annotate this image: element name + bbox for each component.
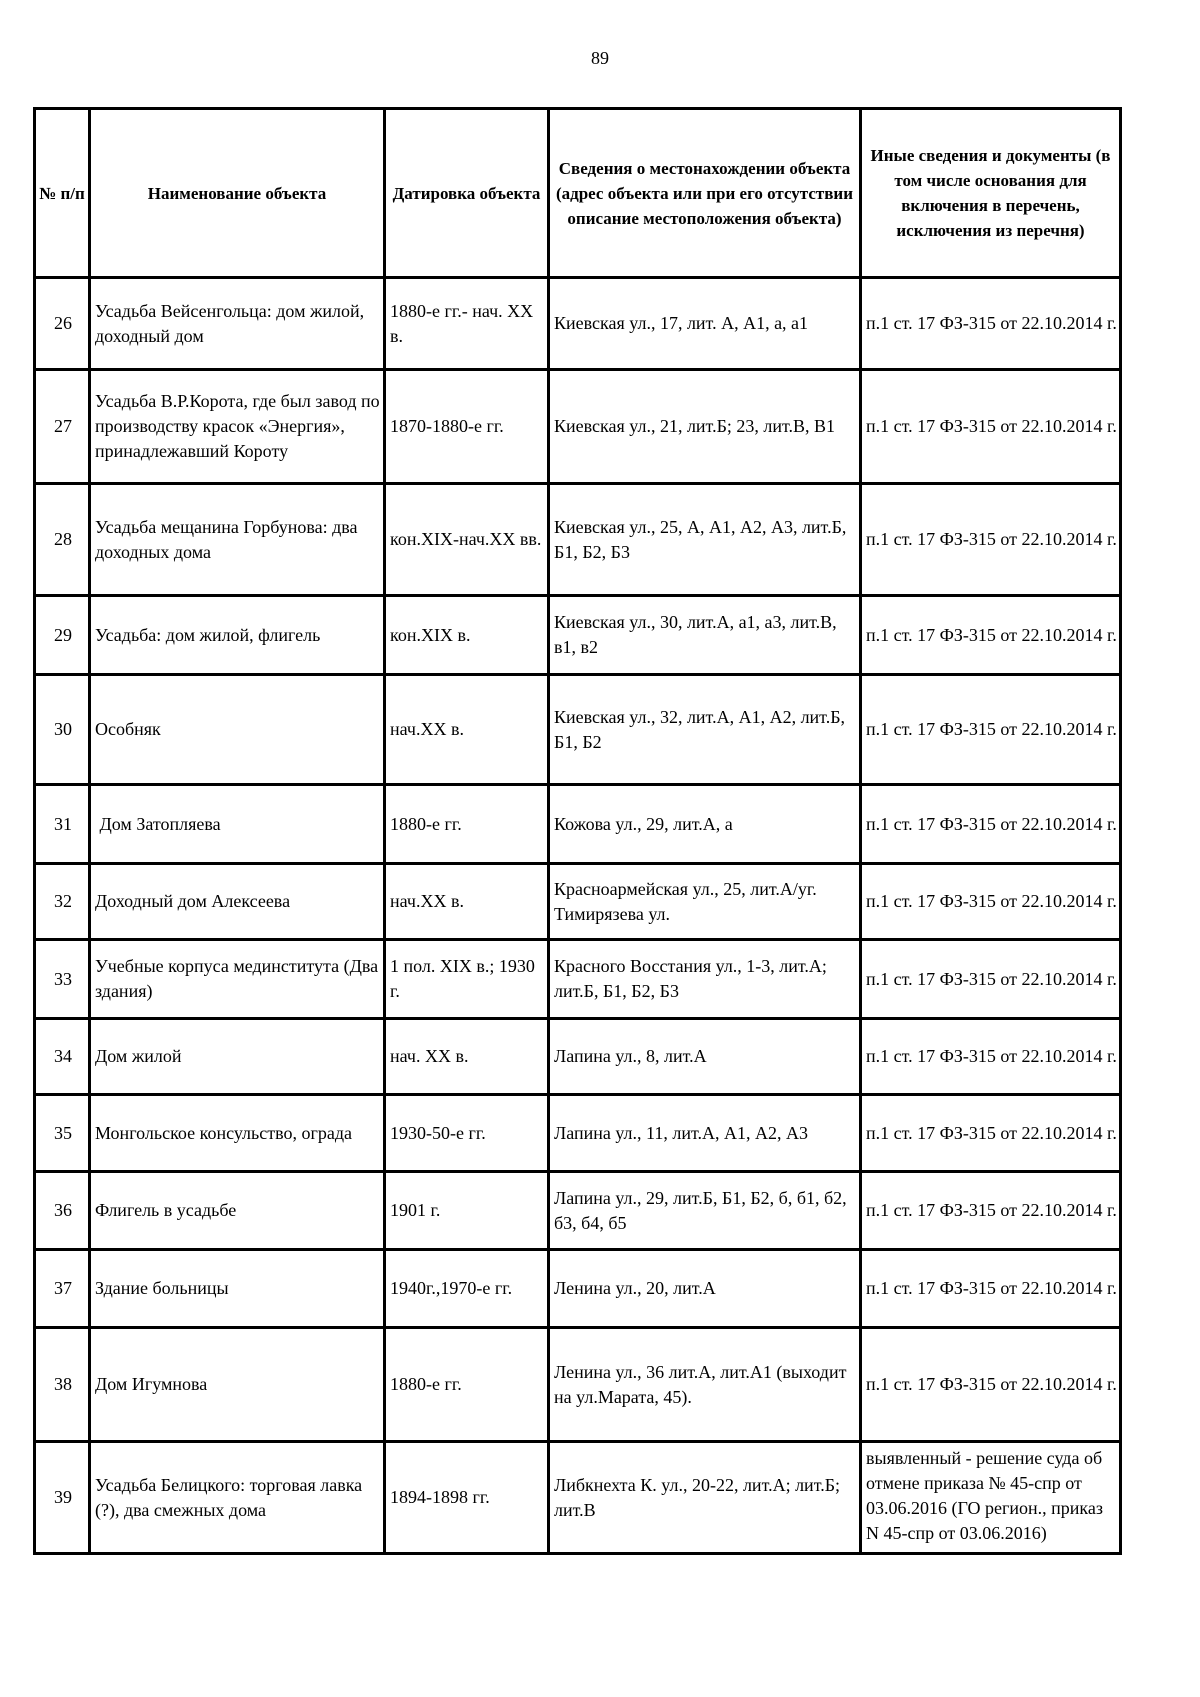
row-location: Киевская ул., 25, А, А1, А2, А3, лит.Б, Б1, Б2, Б3 — [549, 484, 861, 596]
table-row — [35, 864, 1121, 940]
row-date: кон.XIX-нач.XX вв. — [385, 484, 549, 596]
row-num: 39 — [35, 1442, 90, 1554]
row-location: Ленина ул., 20, лит.А — [549, 1250, 861, 1328]
header-num: № п/п — [35, 109, 90, 278]
row-date: 1930-50-е гг. — [385, 1095, 549, 1172]
row-num: 30 — [35, 675, 90, 785]
row-location: Красноармейская ул., 25, лит.А/уг. Тимирязева ул. — [549, 864, 861, 940]
row-name: Учебные корпуса мединститута (Два здания) — [90, 940, 385, 1019]
row-name: Доходный дом Алексеева — [90, 864, 385, 940]
row-num: 38 — [35, 1328, 90, 1442]
row-name: Флигель в усадьбе — [90, 1172, 385, 1250]
row-location: Красного Восстания ул., 1-3, лит.А; лит.Б, Б1, Б2, Б3 — [549, 940, 861, 1019]
table-row — [35, 785, 1121, 864]
row-date: 1880-е гг.- нач. XX в. — [385, 278, 549, 370]
row-name: Усадьба Вейсенгольца: дом жилой, доходный дом — [90, 278, 385, 370]
row-num: 35 — [35, 1095, 90, 1172]
row-docs: п.1 ст. 17 ФЗ-315 от 22.10.2014 г. — [861, 940, 1121, 1019]
header-docs: Иные сведения и документы (в том числе основания для включения в перечень, исключения из перечня) — [861, 109, 1121, 278]
row-date: 1940г.,1970-е гг. — [385, 1250, 549, 1328]
table-header-row — [35, 109, 1121, 278]
row-date: 1894-1898 гг. — [385, 1442, 549, 1554]
row-name: Дом Игумнова — [90, 1328, 385, 1442]
row-location: Киевская ул., 30, лит.А, а1, а3, лит.В, в1, в2 — [549, 596, 861, 675]
row-docs: п.1 ст. 17 ФЗ-315 от 22.10.2014 г. — [861, 785, 1121, 864]
heritage-objects-table — [33, 107, 1122, 1555]
row-docs: п.1 ст. 17 ФЗ-315 от 22.10.2014 г. — [861, 596, 1121, 675]
row-location: Кожова ул., 29, лит.А, а — [549, 785, 861, 864]
row-location: Лапина ул., 11, лит.А, А1, А2, А3 — [549, 1095, 861, 1172]
row-name: Усадьба мещанина Горбунова: два доходных дома — [90, 484, 385, 596]
table-row — [35, 278, 1121, 370]
row-location: Лапина ул., 29, лит.Б, Б1, Б2, б, б1, б2, б3, б4, б5 — [549, 1172, 861, 1250]
row-location: Либкнехта К. ул., 20-22, лит.А; лит.Б; лит.В — [549, 1442, 861, 1554]
row-name: Здание больницы — [90, 1250, 385, 1328]
row-name: Усадьба Белицкого: торговая лавка (?), два смежных дома — [90, 1442, 385, 1554]
row-docs: выявленный - решение суда об отмене приказа № 45-спр от 03.06.2016 (ГО регион., приказ N 45-спр от 03.06.2016) — [866, 1447, 1103, 1543]
row-num: 27 — [35, 370, 90, 484]
table-row — [35, 1250, 1121, 1328]
row-num: 34 — [35, 1019, 90, 1095]
row-name: Особняк — [90, 675, 385, 785]
row-num: 33 — [35, 940, 90, 1019]
row-num: 29 — [35, 596, 90, 675]
table-row — [35, 1172, 1121, 1250]
row-docs: п.1 ст. 17 ФЗ-315 от 22.10.2014 г. — [861, 1172, 1121, 1250]
row-docs: п.1 ст. 17 ФЗ-315 от 22.10.2014 г. — [861, 1250, 1121, 1328]
row-name: Монгольское консульство, ограда — [90, 1095, 385, 1172]
table-row — [35, 1095, 1121, 1172]
table-row — [35, 940, 1121, 1019]
row-date: 1901 г. — [385, 1172, 549, 1250]
row-date: 1880-е гг. — [385, 785, 549, 864]
row-date: нач. XX в. — [385, 1019, 549, 1095]
row-docs: п.1 ст. 17 ФЗ-315 от 22.10.2014 г. — [861, 675, 1121, 785]
row-location: Киевская ул., 21, лит.Б; 23, лит.В, В1 — [549, 370, 861, 484]
table-row — [35, 596, 1121, 675]
row-docs: п.1 ст. 17 ФЗ-315 от 22.10.2014 г. — [861, 370, 1121, 484]
row-docs: п.1 ст. 17 ФЗ-315 от 22.10.2014 г. — [861, 1019, 1121, 1095]
table-row — [35, 1442, 1121, 1554]
row-date: нач.XX в. — [385, 864, 549, 940]
header-date: Датировка объекта — [385, 109, 549, 278]
row-date: кон.XIX в. — [385, 596, 549, 675]
row-location: Киевская ул., 32, лит.А, А1, А2, лит.Б, Б1, Б2 — [549, 675, 861, 785]
row-docs: п.1 ст. 17 ФЗ-315 от 22.10.2014 г. — [861, 1328, 1121, 1442]
row-date: нач.XX в. — [385, 675, 549, 785]
page-number: 89 — [591, 48, 609, 68]
row-date: 1880-е гг. — [385, 1328, 549, 1442]
table-row — [35, 484, 1121, 596]
row-num: 36 — [35, 1172, 90, 1250]
table-row — [35, 1328, 1121, 1442]
row-docs: п.1 ст. 17 ФЗ-315 от 22.10.2014 г. — [861, 864, 1121, 940]
row-num: 31 — [35, 785, 90, 864]
row-num: 32 — [35, 864, 90, 940]
row-num: 37 — [35, 1250, 90, 1328]
row-location: Лапина ул., 8, лит.А — [549, 1019, 861, 1095]
row-docs: п.1 ст. 17 ФЗ-315 от 22.10.2014 г. — [861, 484, 1121, 596]
row-location: Киевская ул., 17, лит. А, А1, а, а1 — [549, 278, 861, 370]
row-date: 1870-1880-е гг. — [385, 370, 549, 484]
row-name: Усадьба: дом жилой, флигель — [90, 596, 385, 675]
row-location: Ленина ул., 36 лит.А, лит.А1 (выходит на ул.Марата, 45). — [549, 1328, 861, 1442]
row-docs-cell — [861, 1442, 1121, 1554]
row-name: Усадьба В.Р.Корота, где был завод по производству красок «Энергия», принадлежавший Короту — [90, 370, 385, 484]
row-name: Дом Затопляева — [90, 785, 385, 864]
table-row — [35, 370, 1121, 484]
row-name: Дом жилой — [90, 1019, 385, 1095]
row-num: 26 — [35, 278, 90, 370]
header-name: Наименование объекта — [90, 109, 385, 278]
row-num: 28 — [35, 484, 90, 596]
row-docs: п.1 ст. 17 ФЗ-315 от 22.10.2014 г. — [861, 278, 1121, 370]
table-row — [35, 675, 1121, 785]
table-row — [35, 1019, 1121, 1095]
row-docs: п.1 ст. 17 ФЗ-315 от 22.10.2014 г. — [861, 1095, 1121, 1172]
header-location: Сведения о местонахождении объекта (адрес объекта или при его отсутствии описание местоположения объекта) — [549, 109, 861, 278]
row-date: 1 пол. XIX в.; 1930 г. — [385, 940, 549, 1019]
